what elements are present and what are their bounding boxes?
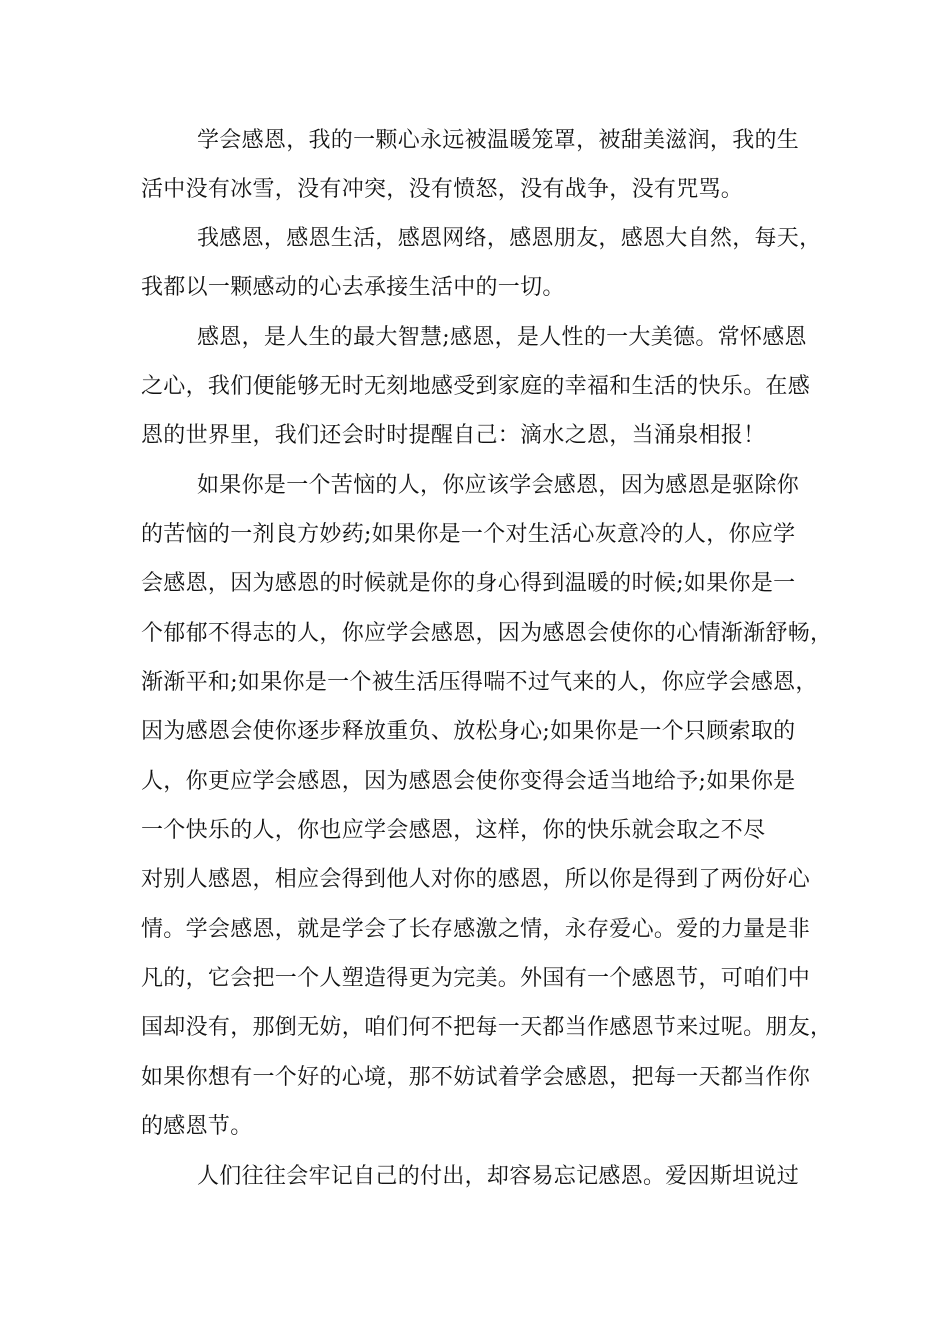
paragraph-4-line-2: 的苦恼的一剂良方妙药;如果你是一个对生活心灰意冷的人，你应学 xyxy=(141,522,796,547)
paragraph-4-line-4: 个郁郁不得志的人，你应学会感恩，因为感恩会使你的心情渐渐舒畅， xyxy=(141,621,833,646)
paragraph-5-line-3: 凡的，它会把一个人塑造得更为完美。外国有一个感恩节，可咱们中 xyxy=(141,966,811,991)
paragraph-3-line-3: 恩的世界里，我们还会时时提醒自己：滴水之恩，当涌泉相报！ xyxy=(141,423,766,448)
paragraph-5-line-4: 国却没有，那倒无妨，咱们何不把每一天都当作感恩节来过呢。朋友， xyxy=(141,1015,833,1040)
paragraph-4-line-7: 人，你更应学会感恩，因为感恩会使你变得会适当地给予;如果你是 xyxy=(141,769,796,794)
paragraph-3-line-1: 感恩，是人生的最大智慧;感恩，是人性的一大美德。常怀感恩 xyxy=(197,325,807,350)
paragraph-1-line-1: 学会感恩，我的一颗心永远被温暖笼罩，被甜美滋润，我的生 xyxy=(197,128,800,153)
paragraph-5-line-6: 的感恩节。 xyxy=(141,1114,253,1139)
paragraph-4-line-1: 如果你是一个苦恼的人，你应该学会感恩，因为感恩是驱除你 xyxy=(197,473,800,498)
paragraph-5-line-5: 如果你想有一个好的心境，那不妨试着学会感恩，把每一天都当作你 xyxy=(141,1065,811,1090)
paragraph-4-line-5: 渐渐平和;如果你是一个被生活压得喘不过气来的人，你应学会感恩， xyxy=(141,670,818,695)
paragraph-3-line-2: 之心，我们便能够无时无刻地感受到家庭的幸福和生活的快乐。在感 xyxy=(141,374,811,399)
paragraph-6-line-1: 人们往往会牢记自己的付出，却容易忘记感恩。爱因斯坦说过 xyxy=(197,1164,800,1189)
paragraph-5-line-1: 对别人感恩，相应会得到他人对你的感恩，所以你是得到了两份好心 xyxy=(141,867,811,892)
paragraph-4-line-6: 因为感恩会使你逐步释放重负、放松身心;如果你是一个只顾索取的 xyxy=(141,719,796,744)
paragraph-1-line-2: 活中没有冰雪，没有冲突，没有愤怒，没有战争，没有咒骂。 xyxy=(141,177,744,202)
paragraph-5-line-2: 情。学会感恩，就是学会了长存感激之情，永存爱心。爱的力量是非 xyxy=(141,917,811,942)
paragraph-2-line-2: 我都以一颗感动的心去承接生活中的一切。 xyxy=(141,275,565,300)
paragraph-4-line-3: 会感恩，因为感恩的时候就是你的身心得到温暖的时候;如果你是一 xyxy=(141,571,796,596)
paragraph-2-line-1: 我感恩，感恩生活，感恩网络，感恩朋友，感恩大自然，每天， xyxy=(197,226,822,251)
paragraph-4-line-8: 一个快乐的人，你也应学会感恩，这样，你的快乐就会取之不尽 xyxy=(141,818,766,843)
